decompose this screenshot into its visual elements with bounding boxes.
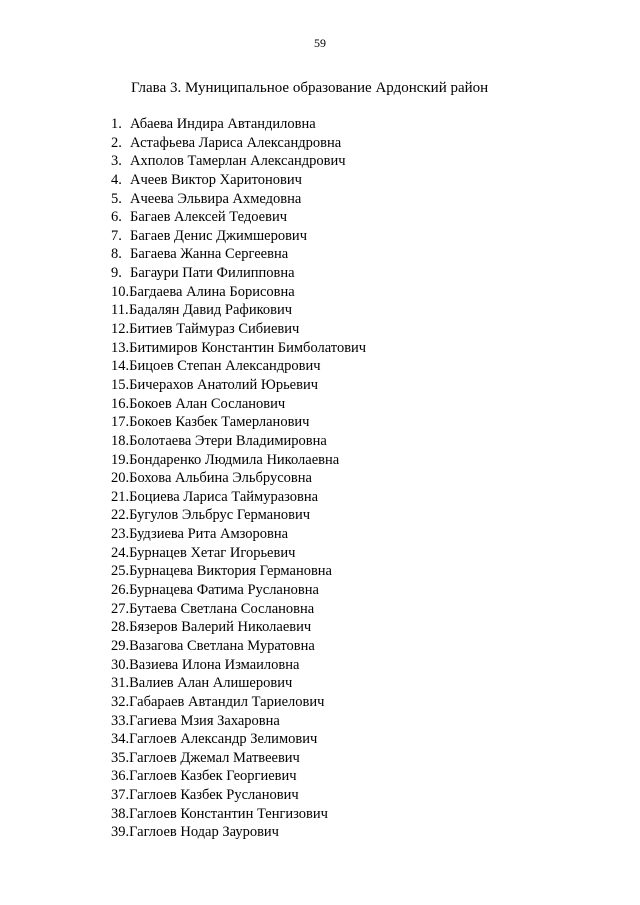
- list-item-number: 6.: [111, 209, 122, 226]
- list-item-name: Багаури Пати Филипповна: [130, 265, 295, 282]
- list-item-number: 34.: [111, 731, 130, 748]
- list-item: [111, 395, 366, 414]
- list-item: [111, 134, 366, 153]
- list-item: [111, 786, 366, 805]
- list-item-number: 27.: [111, 600, 130, 617]
- list-item: [111, 115, 366, 134]
- list-item-number: 8.: [111, 246, 122, 263]
- list-item-name: Бичерахов Анатолий Юрьевич: [129, 376, 319, 393]
- list-item-name: Бязеров Валерий Николаевич: [129, 619, 312, 636]
- list-item: [111, 469, 366, 488]
- list-item: [111, 283, 366, 302]
- list-item-number: 14.: [111, 358, 130, 375]
- list-item-name: Бугулов Эльбрус Германович: [129, 507, 310, 524]
- list-item-name: Гаглоев Казбек Георгиевич: [129, 768, 297, 785]
- list-item-number: 30.: [111, 656, 130, 673]
- list-item: [111, 749, 366, 768]
- list-item: [111, 823, 366, 842]
- list-item-number: 25.: [111, 563, 130, 580]
- list-item-number: 37.: [111, 787, 130, 804]
- list-item-name: Гаглоев Константин Тенгизович: [129, 805, 328, 822]
- list-item: [111, 581, 366, 600]
- list-item: [111, 320, 366, 339]
- list-item-name: Вазиева Илона Измаиловна: [129, 656, 300, 673]
- list-item-name: Багаев Денис Джимшерович: [130, 227, 307, 244]
- list-item-number: 17.: [111, 414, 130, 431]
- list-item: [111, 376, 366, 395]
- list-item-number: 7.: [111, 227, 122, 244]
- list-item-name: Ачеева Эльвира Ахмедовна: [130, 190, 302, 207]
- list-item-number: 36.: [111, 768, 130, 785]
- list-item: [111, 506, 366, 525]
- list-item: [111, 525, 366, 544]
- list-item-name: Абаева Индира Автандиловна: [130, 116, 316, 132]
- list-item-name: Астафьева Лариса Александровна: [130, 134, 342, 151]
- chapter-title: Глава 3. Муниципальное образование Ардонский район: [131, 80, 489, 96]
- list-item-name: Бокоев Алан Сосланович: [129, 395, 286, 412]
- list-item: [111, 674, 366, 693]
- list-item-number: 13.: [111, 339, 130, 356]
- list-item-name: Битимиров Константин Бимболатович: [129, 339, 367, 356]
- list-item-number: 2.: [111, 134, 122, 151]
- list-item: [111, 730, 366, 749]
- list-item-number: 35.: [111, 749, 130, 766]
- list-item-name: Бицоев Степан Александрович: [129, 358, 321, 375]
- list-item-name: Багдаева Алина Борисовна: [129, 283, 295, 300]
- list-item: [111, 301, 366, 320]
- list-item-number: 33.: [111, 712, 130, 729]
- list-item-number: 23.: [111, 526, 130, 543]
- list-item-name: Гаглоев Александр Зелимович: [129, 731, 318, 748]
- list-item-number: 31.: [111, 675, 130, 692]
- list-item: [111, 339, 366, 358]
- list-item-number: 38.: [111, 805, 130, 822]
- list-item: [111, 357, 366, 376]
- list-item: [111, 805, 366, 824]
- page-number: 59: [314, 36, 326, 50]
- list-item: [111, 152, 366, 171]
- list-item-number: 39.: [111, 824, 130, 841]
- list-item-number: 28.: [111, 619, 130, 636]
- list-item: [111, 227, 366, 246]
- list-item-number: 9.: [111, 265, 122, 282]
- list-item: [111, 432, 366, 451]
- list-item-number: 1.: [111, 116, 122, 132]
- list-item-name: Битиев Таймураз Сибиевич: [129, 321, 300, 338]
- list-item-name: Гаглоев Джемал Матвеевич: [129, 749, 300, 766]
- list-item-number: 19.: [111, 451, 130, 468]
- list-item-number: 12.: [111, 321, 130, 338]
- list-item: [111, 451, 366, 470]
- list-item-number: 26.: [111, 582, 130, 599]
- list-item-number: 22.: [111, 507, 130, 524]
- list-item: [111, 245, 366, 264]
- list-item-name: Габараев Автандил Тариелович: [129, 693, 325, 710]
- list-item-number: 5.: [111, 190, 122, 207]
- list-item-name: Болотаева Этери Владимировна: [129, 432, 327, 449]
- list-item-name: Бокоев Казбек Тамерланович: [129, 414, 310, 431]
- list-item-number: 10.: [111, 283, 130, 300]
- list-item: [111, 264, 366, 283]
- list-item-number: 3.: [111, 153, 122, 170]
- list-item: [111, 637, 366, 656]
- list-item-name: Ачеев Виктор Харитонович: [130, 171, 302, 188]
- list-item-name: Гаглоев Казбек Русланович: [129, 787, 299, 804]
- list-item-number: 11.: [111, 302, 129, 319]
- list-item-name: Бурнацева Фатима Руслановна: [129, 582, 319, 599]
- list-item-name: Багаева Жанна Сергеевна: [130, 246, 289, 263]
- list-item-name: Бурнацева Виктория Германовна: [129, 563, 332, 580]
- list-item-name: Боциева Лариса Таймуразовна: [129, 488, 319, 505]
- list-item-name: Валиев Алан Алишерович: [129, 675, 293, 692]
- list-item-number: 29.: [111, 637, 130, 654]
- list-item: [111, 208, 366, 227]
- list-item-number: 32.: [111, 693, 130, 710]
- list-item-name: Вазагова Светлана Муратовна: [129, 637, 315, 654]
- list-item-number: 21.: [111, 488, 130, 505]
- list-item: [111, 544, 366, 563]
- list-item: [111, 488, 366, 507]
- list-item: [111, 600, 366, 619]
- list-item-name: Бохова Альбина Эльбрусовна: [129, 470, 312, 487]
- list-item-name: Бурнацев Хетаг Игорьевич: [129, 544, 296, 561]
- list-item-name: Бутаева Светлана Сослановна: [129, 600, 315, 617]
- names-list: [111, 115, 366, 842]
- list-item-name: Багаев Алексей Тедоевич: [130, 209, 288, 226]
- list-item: [111, 618, 366, 637]
- list-item-name: Гаглоев Нодар Заурович: [129, 824, 279, 841]
- list-item-number: 16.: [111, 395, 130, 412]
- list-item-name: Будзиева Рита Амзоровна: [129, 526, 289, 543]
- list-item-name: Ахполов Тамерлан Александрович: [130, 153, 346, 170]
- list-item: [111, 656, 366, 675]
- list-item: [111, 767, 366, 786]
- list-item-name: Бадалян Давид Рафикович: [129, 302, 293, 319]
- list-item-name: Гагиева Мзия Захаровна: [129, 712, 280, 729]
- list-item-number: 4.: [111, 171, 122, 188]
- list-item-name: Бондаренко Людмила Николаевна: [129, 451, 340, 468]
- list-item: [111, 712, 366, 731]
- list-item-number: 15.: [111, 376, 130, 393]
- list-item: [111, 190, 366, 209]
- list-item: [111, 413, 366, 432]
- list-item-number: 24.: [111, 544, 130, 561]
- list-item: [111, 171, 366, 190]
- list-item: [111, 562, 366, 581]
- list-item-number: 18.: [111, 432, 130, 449]
- list-item-number: 20.: [111, 470, 130, 487]
- list-item: [111, 693, 366, 712]
